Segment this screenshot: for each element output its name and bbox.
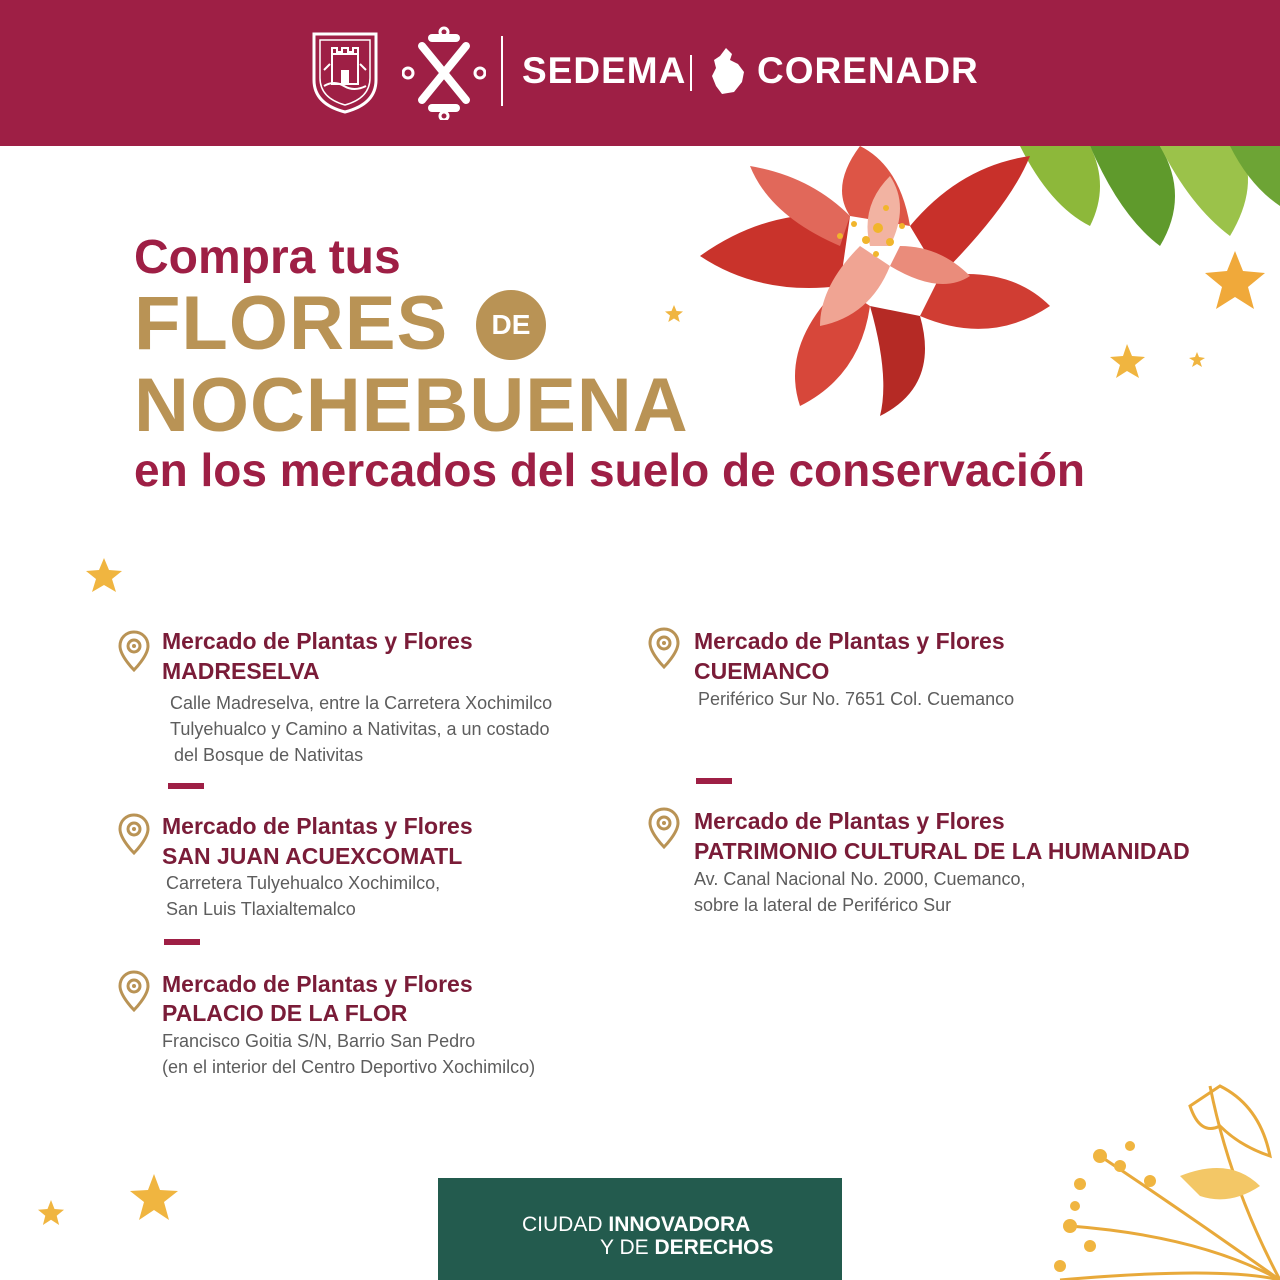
market-address-line: Av. Canal Nacional No. 2000, Cuemanco, xyxy=(694,869,1026,889)
market-name: CUEMANCO xyxy=(694,658,830,684)
location-pin-icon xyxy=(118,970,150,1012)
footer-slogan-line-2 xyxy=(600,1236,774,1260)
sedema-logo-text: SEDEMA xyxy=(522,50,687,91)
footer-word: CIUDAD xyxy=(522,1213,603,1236)
star-icon xyxy=(128,1172,180,1222)
market-address-line: Calle Madreselva, entre la Carretera Xochimilco xyxy=(170,693,553,713)
cdmx-logo-icon xyxy=(402,26,486,120)
location-pin-icon xyxy=(118,630,150,672)
header-separator xyxy=(690,55,692,91)
location-pin-icon xyxy=(648,627,680,669)
headline-subtitle: en los mercados del suelo de conservación xyxy=(134,444,1086,496)
market-address-line: San Luis Tlaxialtemalco xyxy=(166,899,356,919)
market-address-line: Francisco Goitia S/N, Barrio San Pedro xyxy=(162,1031,476,1051)
headline-flores: FLORES xyxy=(134,281,449,366)
market-title: Mercado de Plantas y Flores xyxy=(162,971,473,997)
market-name: SAN JUAN ACUEXCOMATL xyxy=(162,843,463,869)
market-title: Mercado de Plantas y Flores xyxy=(162,813,473,839)
star-icon xyxy=(84,556,124,594)
location-pin-icon xyxy=(118,813,150,855)
market-title: Mercado de Plantas y Flores xyxy=(694,628,1005,654)
location-pin-icon xyxy=(648,807,680,849)
star-icon xyxy=(36,1198,66,1228)
gold-branch-illustration xyxy=(1030,1066,1280,1280)
market-address-line: del Bosque de Nativitas xyxy=(174,745,364,765)
market-address-line: Carretera Tulyehualco Xochimilco, xyxy=(166,873,441,893)
corenadr-logo-text: CORENADR xyxy=(757,50,979,91)
de-badge: DE xyxy=(476,290,546,360)
section-divider xyxy=(164,939,200,945)
market-name: PALACIO DE LA FLOR xyxy=(162,1000,408,1026)
market-address-line: Tulyehualco y Camino a Nativitas, a un costado xyxy=(170,719,550,739)
header-bar xyxy=(0,0,1280,146)
poinsettia-illustration xyxy=(690,146,1280,436)
green-leaves xyxy=(1020,146,1280,246)
market-name: PATRIMONIO CULTURAL DE LA HUMANIDAD xyxy=(694,838,1190,864)
section-divider xyxy=(696,778,732,784)
headline-nochebuena: NOCHEBUENA xyxy=(134,363,689,448)
section-divider xyxy=(168,783,204,789)
footer-word: Y DE xyxy=(600,1236,649,1259)
headline-line-1: Compra tus xyxy=(134,231,401,284)
cdmx-coat-of-arms-icon xyxy=(310,30,380,114)
market-name: MADRESELVA xyxy=(162,658,320,684)
star-icon xyxy=(664,304,684,324)
footer-word-bold: INNOVADORA xyxy=(608,1213,751,1236)
market-title: Mercado de Plantas y Flores xyxy=(162,628,473,654)
cdmx-map-icon xyxy=(708,46,748,96)
header-divider xyxy=(501,36,503,106)
market-address-line: Periférico Sur No. 7651 Col. Cuemanco xyxy=(698,689,1015,709)
market-address-line: sobre la lateral de Periférico Sur xyxy=(694,895,952,915)
red-petals xyxy=(700,146,1050,416)
market-address-line: (en el interior del Centro Deportivo Xochimilco) xyxy=(162,1057,536,1077)
footer-slogan-line-1 xyxy=(522,1213,750,1237)
footer-word-bold: DERECHOS xyxy=(654,1236,774,1259)
market-title: Mercado de Plantas y Flores xyxy=(694,808,1005,834)
